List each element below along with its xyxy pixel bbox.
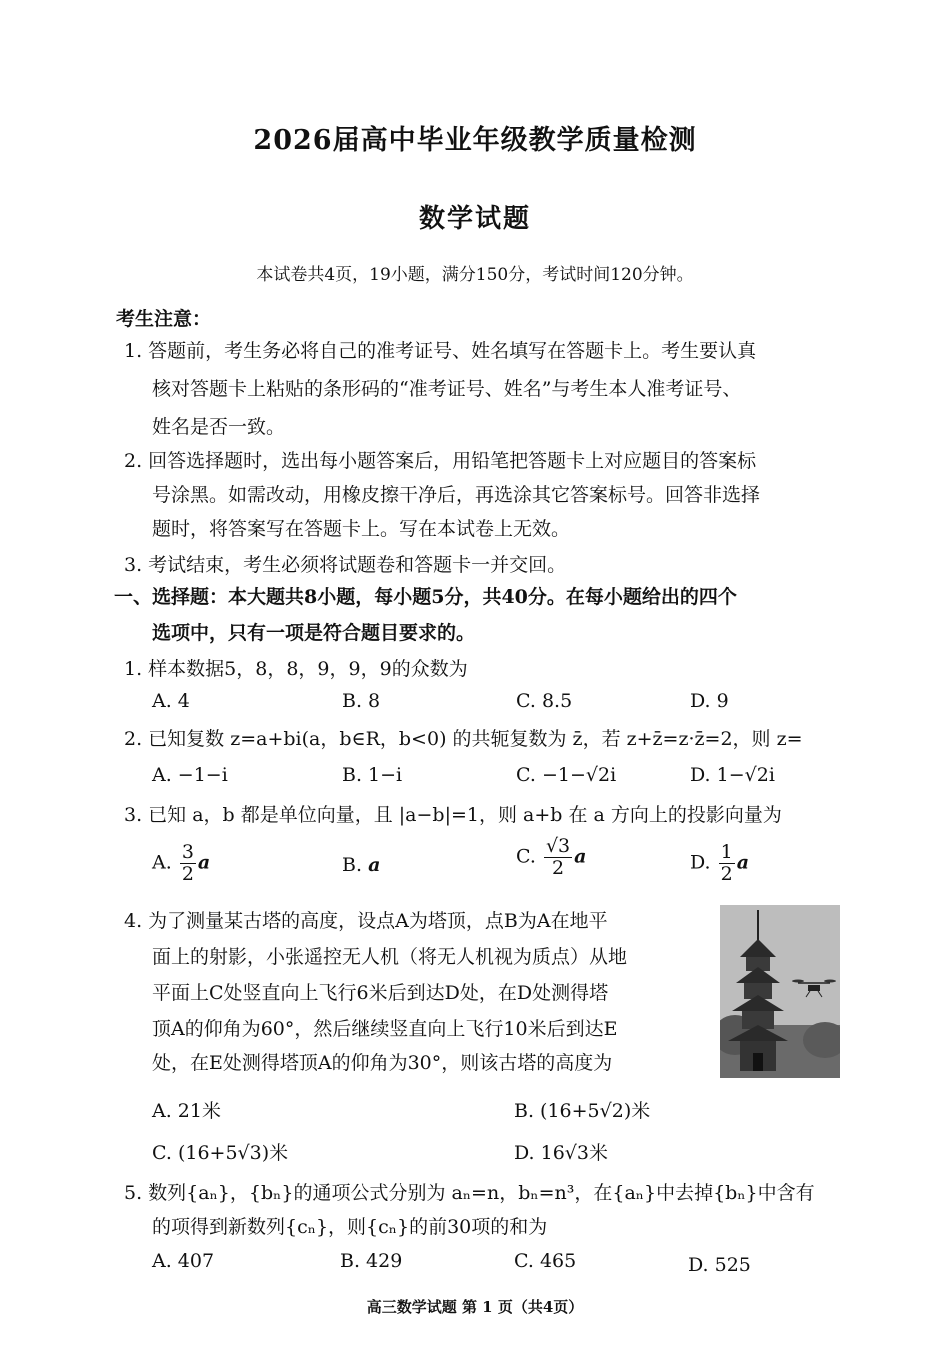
question-4-line: 平面上C处竖直向上飞行6米后到达D处，在D处测得塔 <box>152 982 609 1004</box>
q1-option-a: A. 4 <box>152 690 190 712</box>
vector-symbol: a <box>197 851 211 874</box>
vector-symbol: a <box>736 851 750 874</box>
notice-line: 号涂黑。如需改动，用橡皮擦干净后，再选涂其它答案标号。回答非选择 <box>152 484 761 506</box>
question-1-stem: 1. 样本数据5，8，8，9，9，9的众数为 <box>124 658 468 680</box>
q5-option-c: C. 465 <box>514 1250 577 1272</box>
fraction-denominator: 2 <box>720 862 733 885</box>
question-4-line: 处，在E处测得塔顶A的仰角为30°，则该古塔的高度为 <box>152 1052 613 1074</box>
q2-option-d: D. 1−√2i <box>690 764 775 786</box>
notice-line: 题时，将答案写在答题卡上。写在本试卷上无效。 <box>152 518 571 540</box>
page-footer: 高三数学试题 第 1 页（共4页） <box>366 1298 584 1316</box>
q5-option-d: D. 525 <box>688 1254 751 1276</box>
q4-option-a: A. 21米 <box>152 1100 221 1122</box>
exam-title: 2026届高中毕业年级教学质量检测 <box>253 125 697 156</box>
notice-line: 1. 答题前，考生务必将自己的准考证号、姓名填写在答题卡上。考生要认真 <box>124 340 757 362</box>
question-5-line: 5. 数列{aₙ}，{bₙ}的通项公式分别为 aₙ=n，bₙ=n³，在{aₙ}中去掉{bₙ}中含有 <box>124 1182 815 1204</box>
q3-option-a-fraction <box>180 842 196 885</box>
fraction-numerator: 3 <box>181 841 194 863</box>
fraction-denominator: 2 <box>181 862 194 885</box>
q3-option-d-label: D. <box>690 851 711 874</box>
q3-option-b-label: B. <box>342 854 363 876</box>
q2-option-b: B. 1−i <box>342 764 403 786</box>
section-heading-cont: 选项中，只有一项是符合题目要求的。 <box>152 622 476 644</box>
q2-option-c: C. −1−√2i <box>516 764 617 786</box>
pagoda-drone-photo <box>720 905 840 1078</box>
exam-subtitle: 数学试题 <box>418 204 531 234</box>
q1-option-d: D. 9 <box>690 690 729 712</box>
q3-option-c-label: C. <box>516 845 536 868</box>
vector-symbol: a <box>368 854 381 876</box>
q1-option-b: B. 8 <box>342 690 381 712</box>
question-2-stem: 2. 已知复数 z=a+bi(a，b∈R，b<0) 的共轭复数为 z̄，若 z+z̄=z·z̄=2，则 z= <box>124 728 803 750</box>
section-heading: 一、选择题：本大题共8小题，每小题5分，共40分。在每小题给出的四个 <box>114 586 737 608</box>
q3-option-a-label: A. <box>152 851 172 874</box>
notice-line: 核对答题卡上粘贴的条形码的“准考证号、姓名”与考生本人准考证号、 <box>152 378 742 400</box>
fraction-numerator: 1 <box>720 841 733 863</box>
notice-line: 2. 回答选择题时，选出每小题答案后，用铅笔把答题卡上对应题目的答案标 <box>124 450 757 472</box>
fraction-denominator: 2 <box>552 856 565 879</box>
q5-option-b: B. 429 <box>340 1250 403 1272</box>
question-5-line: 的项得到新数列{cₙ}，则{cₙ}的前30项的和为 <box>152 1216 548 1238</box>
q2-option-a: A. −1−i <box>152 764 228 786</box>
vector-symbol: a <box>574 845 587 868</box>
q3-option-c-fraction <box>544 836 572 879</box>
q3-option-a <box>152 842 210 885</box>
q4-option-c: C. (16+5√3)米 <box>152 1142 289 1164</box>
q4-option-b: B. (16+5√2)米 <box>514 1100 651 1122</box>
q3-option-d-fraction <box>719 842 735 885</box>
question-3-stem: 3. 已知 a，b 都是单位向量，且 |a−b|=1，则 a+b 在 a 方向上的投影向量为 <box>124 804 782 826</box>
question-4-line: 4. 为了测量某古塔的高度，设点A为塔顶，点B为A在地平 <box>124 910 608 932</box>
q3-option-d <box>690 842 749 885</box>
q5-option-a: A. 407 <box>152 1250 215 1272</box>
notice-line: 3. 考试结束，考生必须将试题卷和答题卡一并交回。 <box>124 554 567 576</box>
fraction-numerator: √3 <box>545 835 571 857</box>
q3-option-c <box>516 836 586 879</box>
q1-option-c: C. 8.5 <box>516 690 573 712</box>
question-4-line: 顶A的仰角为60°，然后继续竖直向上飞行10米后到达E <box>152 1018 618 1040</box>
q3-option-b <box>342 854 380 876</box>
notice-line: 姓名是否一致。 <box>152 416 286 438</box>
notice-heading: 考生注意： <box>116 308 212 330</box>
question-4-line: 面上的射影，小张遥控无人机（将无人机视为质点）从地 <box>152 946 628 968</box>
exam-info: 本试卷共4页，19小题，满分150分，考试时间120分钟。 <box>256 265 694 285</box>
q4-option-d: D. 16√3米 <box>514 1142 609 1164</box>
